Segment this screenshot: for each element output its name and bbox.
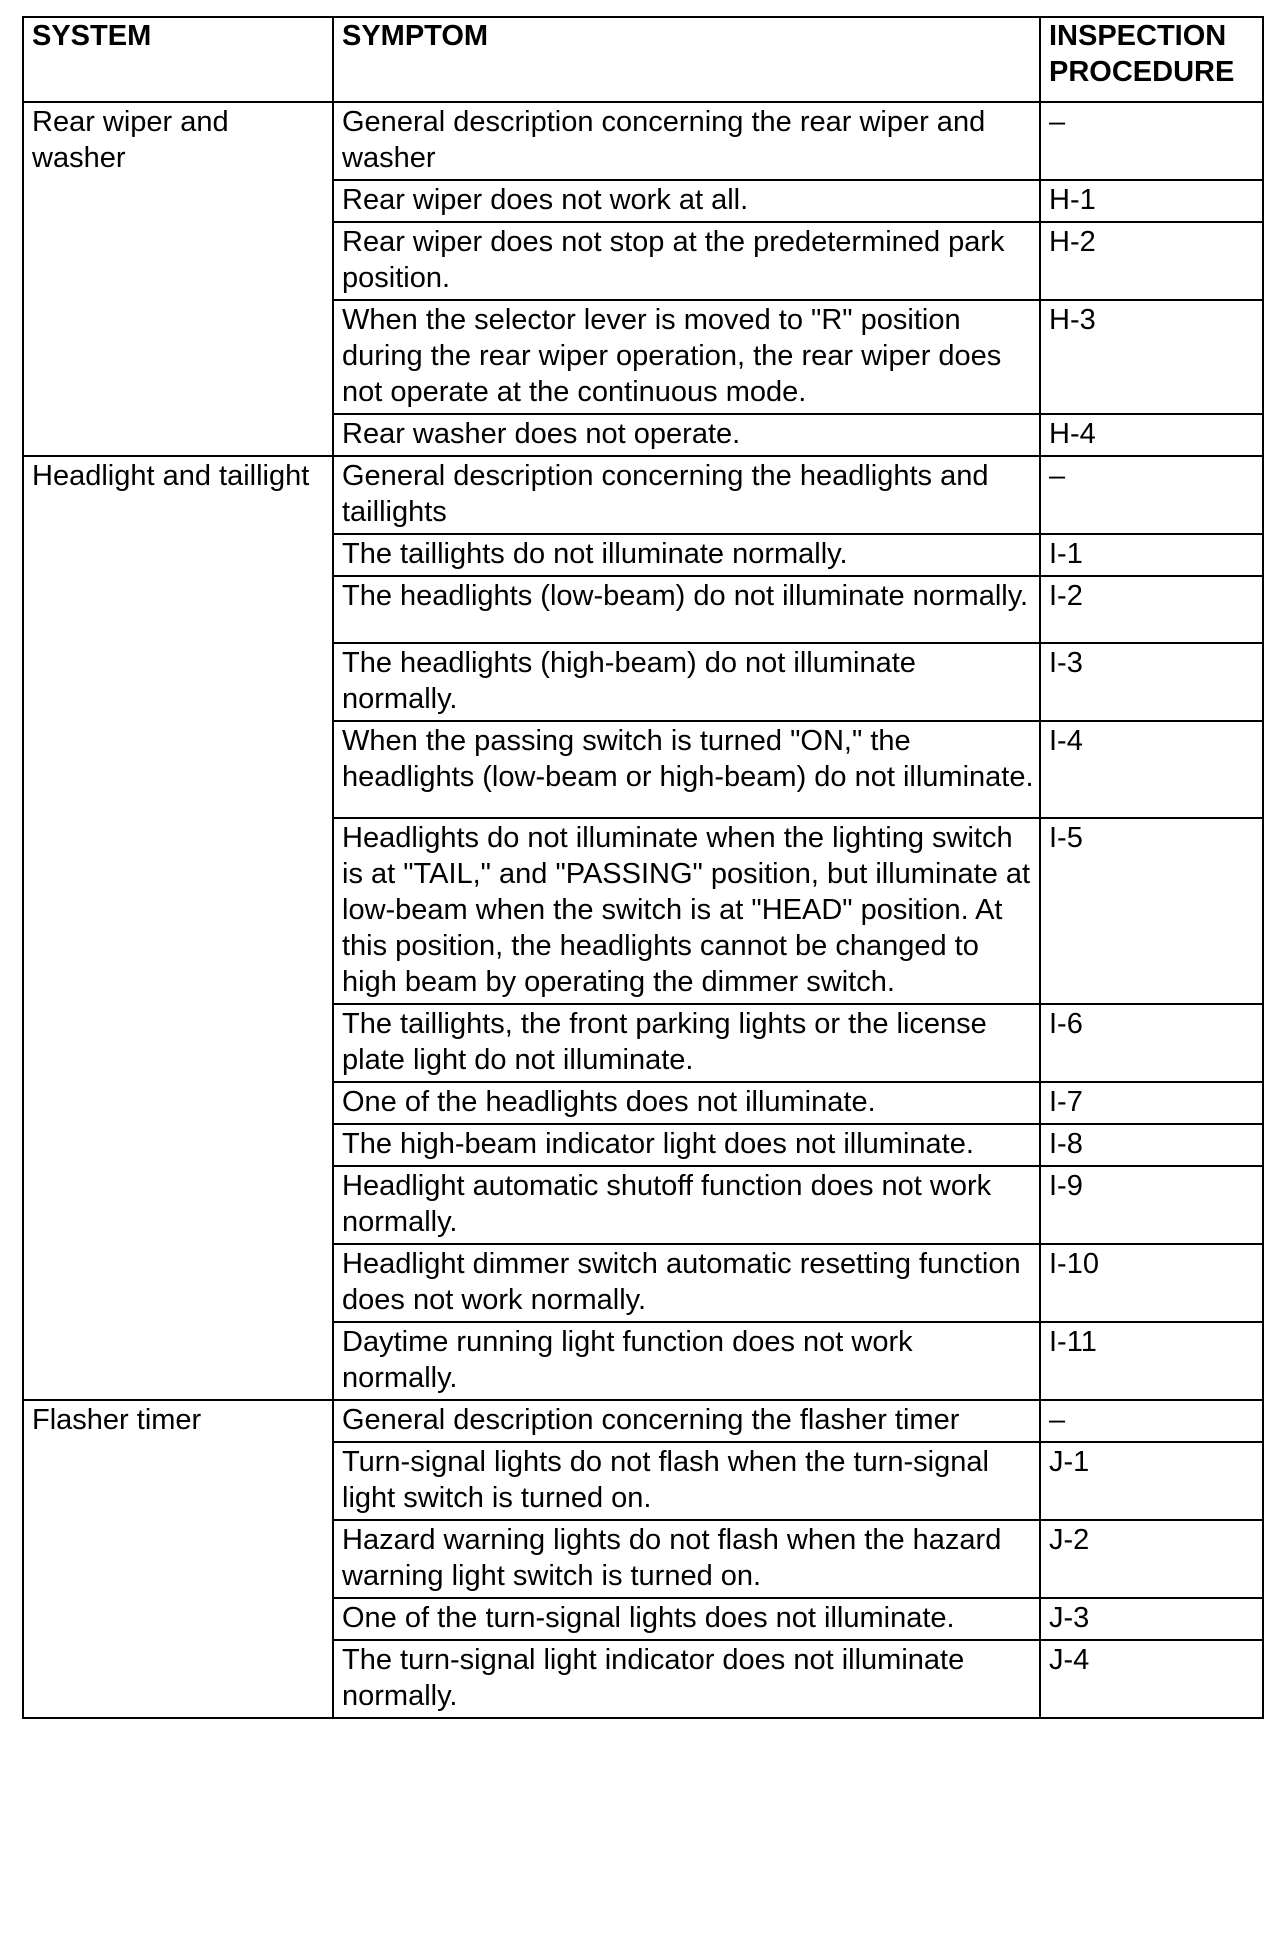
procedure-cell: I-7 [1040, 1082, 1263, 1124]
symptom-cell: Daytime running light function does not work normally. [333, 1322, 1040, 1400]
symptom-cell: Turn-signal lights do not flash when the turn-signal light switch is turned on. [333, 1442, 1040, 1520]
table-row [23, 102, 1263, 180]
symptom-cell: The high-beam indicator light does not illuminate. [333, 1124, 1040, 1166]
inspection-table [22, 16, 1264, 1719]
symptom-cell: Rear washer does not operate. [333, 414, 1040, 456]
procedure-cell: I-11 [1040, 1322, 1263, 1400]
symptom-cell: Rear wiper does not stop at the predetermined park position. [333, 222, 1040, 300]
symptom-cell: The taillights do not illuminate normally. [333, 534, 1040, 576]
procedure-cell: I-5 [1040, 818, 1263, 1004]
symptom-cell: Headlights do not illuminate when the lighting switch is at "TAIL," and "PASSING" position, but illuminate at low-beam when the switch is at "HEAD" position. At this position, the headlights cannot be changed to high beam by operating the dimmer switch. [333, 818, 1040, 1004]
system-cell: Headlight and taillight [23, 456, 333, 1400]
system-cell: Flasher timer [23, 1400, 333, 1718]
symptom-cell: General description concerning the flasher timer [333, 1400, 1040, 1442]
procedure-cell: J-3 [1040, 1598, 1263, 1640]
symptom-cell: Headlight dimmer switch automatic resetting function does not work normally. [333, 1244, 1040, 1322]
procedure-cell: I-2 [1040, 576, 1263, 643]
procedure-cell: I-8 [1040, 1124, 1263, 1166]
procedure-cell: H-4 [1040, 414, 1263, 456]
header-inspection-procedure: INSPECTION PROCEDURE [1040, 17, 1263, 102]
symptom-cell: The turn-signal light indicator does not illuminate normally. [333, 1640, 1040, 1718]
symptom-cell: One of the headlights does not illuminate. [333, 1082, 1040, 1124]
symptom-cell: One of the turn-signal lights does not illuminate. [333, 1598, 1040, 1640]
symptom-cell: Headlight automatic shutoff function does not work normally. [333, 1166, 1040, 1244]
procedure-cell: I-9 [1040, 1166, 1263, 1244]
procedure-cell: I-1 [1040, 534, 1263, 576]
system-cell: Rear wiper and washer [23, 102, 333, 456]
symptom-cell: When the selector lever is moved to "R" position during the rear wiper operation, the rear wiper does not operate at the continuous mode. [333, 300, 1040, 414]
procedure-cell: – [1040, 1400, 1263, 1442]
symptom-cell: When the passing switch is turned "ON," the headlights (low-beam or high-beam) do not illuminate. [333, 721, 1040, 818]
symptom-cell: The headlights (low-beam) do not illuminate normally. [333, 576, 1040, 643]
procedure-cell: I-6 [1040, 1004, 1263, 1082]
table-row [23, 1400, 1263, 1442]
procedure-cell: I-10 [1040, 1244, 1263, 1322]
symptom-cell: Hazard warning lights do not flash when the hazard warning light switch is turned on. [333, 1520, 1040, 1598]
header-symptom: SYMPTOM [333, 17, 1040, 102]
symptom-cell: Rear wiper does not work at all. [333, 180, 1040, 222]
table-row [23, 456, 1263, 534]
procedure-cell: I-3 [1040, 643, 1263, 721]
header-row [23, 17, 1263, 102]
header-system: SYSTEM [23, 17, 333, 102]
procedure-cell: – [1040, 456, 1263, 534]
symptom-cell: The headlights (high-beam) do not illuminate normally. [333, 643, 1040, 721]
procedure-cell: H-2 [1040, 222, 1263, 300]
procedure-cell: H-1 [1040, 180, 1263, 222]
symptom-cell: General description concerning the rear wiper and washer [333, 102, 1040, 180]
procedure-cell: J-4 [1040, 1640, 1263, 1718]
procedure-cell: J-2 [1040, 1520, 1263, 1598]
symptom-cell: The taillights, the front parking lights or the license plate light do not illuminate. [333, 1004, 1040, 1082]
procedure-cell: H-3 [1040, 300, 1263, 414]
symptom-cell: General description concerning the headlights and taillights [333, 456, 1040, 534]
procedure-cell: – [1040, 102, 1263, 180]
procedure-cell: I-4 [1040, 721, 1263, 818]
table-body [23, 102, 1263, 1718]
procedure-cell: J-1 [1040, 1442, 1263, 1520]
